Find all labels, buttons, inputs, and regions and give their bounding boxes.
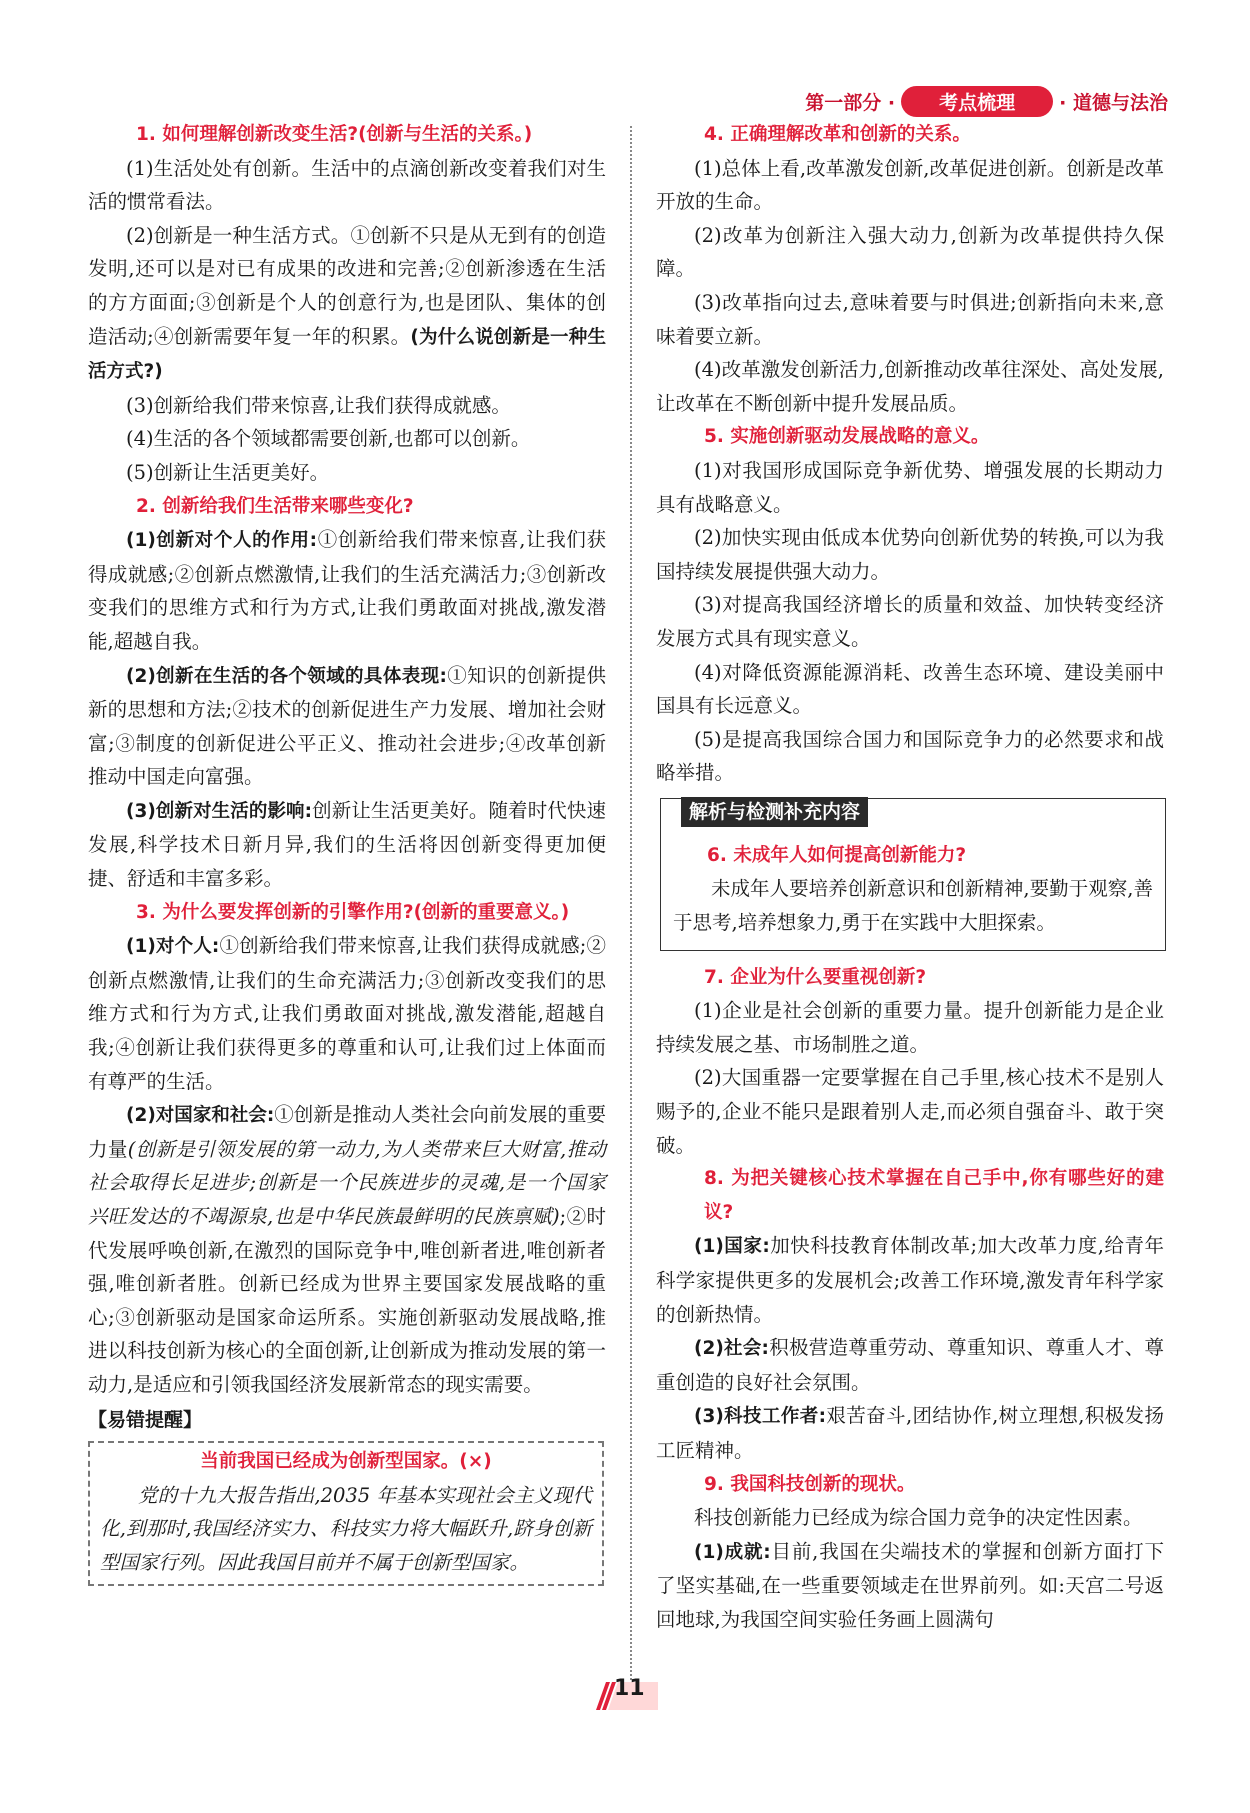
q1-point-2-note: (为什么说创新是一种生活方式?)	[88, 326, 606, 383]
question-4-heading: 4. 正确理解改革和创新的关系。	[704, 124, 971, 145]
q4-point-2: (2)改革为创新注入强大动力,创新为改革提供持久保障。	[656, 223, 1164, 281]
q3-point-1	[88, 929, 606, 1098]
q2-point-3	[88, 794, 606, 896]
q8-point-3	[656, 1399, 1164, 1467]
header-part: 第一部分 ·	[805, 91, 896, 114]
q3-point-2-text-c: ;②时代发展呼唤创新,在激烈的国际竞争中,唯创新者进,唯创新者强,唯创新者胜。创新已经成为世界主要国家发展战略的重心;③创新驱动是国家命运所系。实施创新驱动发展战略,推进以科技创新为核心的全面创新,让创新成为推动发展的第一动力,是适应和引领我国经济发展新常态的现实需要。	[88, 1205, 606, 1396]
q4-point-1: (1)总体上看,改革激发创新,改革促进创新。创新是改革开放的生命。	[656, 156, 1164, 214]
q9-point-1: 科技创新能力已经成为综合国力竞争的决定性因素。	[694, 1506, 1143, 1530]
running-header	[805, 84, 1168, 118]
q2-point-2-text: ①知识的创新提供新的思想和方法;②技术的创新促进生产力发展、增加社会财富;③制度的创新促进公平正义、推动社会进步;④改革创新推动中国走向富强。	[88, 663, 606, 789]
q9-point-2	[656, 1535, 1164, 1637]
q1-point-4: (4)生活的各个领域都需要创新,也都可以创新。	[126, 427, 531, 451]
question-2-heading: 2. 创新给我们生活带来哪些变化?	[136, 495, 414, 517]
question-1-heading: 1. 如何理解创新改变生活?(创新与生活的关系。)	[136, 124, 533, 145]
q8-point-1	[656, 1229, 1164, 1331]
q6-point-1: 未成年人要培养创新意识和创新精神,要勤于观察,善于思考,培养想象力,勇于在实践中大胆探索。	[673, 877, 1153, 935]
error-tip-statement: 当前我国已经成为创新型国家。(×)	[200, 1451, 492, 1473]
q3-point-1-text: ①创新给我们带来惊喜,让我们获得成就感;②创新点燃激情,让我们的生命充满活力;③创新改变我们的思维方式和行为方式,让我们勇敢面对挑战,激发潜能,超越自我;④创新让我们获得更多的尊重和认可,让我们过上体面而有尊严的生活。	[88, 934, 606, 1093]
page-number: 11	[614, 1676, 645, 1701]
q4-point-3: (3)改革指向过去,意味着要与时俱进;创新指向未来,意味着要立新。	[656, 290, 1164, 348]
error-tip-title: 【易错提醒】	[88, 1408, 203, 1431]
question-6-heading: 6. 未成年人如何提高创新能力?	[707, 844, 967, 866]
q5-point-1: (1)对我国形成国际竞争新优势、增强发展的长期动力具有战略意义。	[656, 458, 1164, 516]
question-3-heading: 3. 为什么要发挥创新的引擎作用?(创新的重要意义。)	[136, 901, 570, 923]
header-subject: · 道德与法治	[1059, 91, 1168, 114]
q3-point-2-label: (2)对国家和社会:	[126, 1105, 275, 1127]
q4-point-4: (4)改革激发创新活力,创新推动改革往深处、高处发展,让改革在不断创新中提升发展品质。	[656, 358, 1164, 415]
left-column	[88, 118, 606, 1586]
supplement-label: 解析与检测补充内容	[681, 797, 868, 827]
question-9-heading: 9. 我国科技创新的现状。	[704, 1473, 916, 1495]
q2-point-2-label: (2)创新在生活的各个领域的具体表现:	[126, 665, 447, 687]
q8-point-1-label: (1)国家:	[694, 1236, 770, 1258]
q8-point-2	[656, 1331, 1164, 1399]
question-7-heading: 7. 企业为什么要重视创新?	[704, 966, 927, 988]
page-number-badge	[594, 1676, 658, 1712]
q9-point-2-text: 目前,我国在尖端技术的掌握和创新方面打下了坚实基础,在一些重要领域走在世界前列。如:天宫二号返回地球,为我国空间实验任务画上圆满句	[656, 1539, 1165, 1631]
error-tip-box	[88, 1441, 604, 1585]
q3-point-1-label: (1)对个人:	[126, 936, 220, 958]
q2-point-3-label: (3)创新对生活的影响:	[126, 800, 313, 822]
q2-point-2	[88, 659, 606, 794]
q7-point-1: (1)企业是社会创新的重要力量。提升创新能力是企业持续发展之基、市场制胜之道。	[656, 999, 1164, 1056]
question-8-heading: 8. 为把关键核心技术掌握在自己手中,你有哪些好的建议?	[704, 1168, 1164, 1223]
q5-point-2: (2)加快实现由低成本优势向创新优势的转换,可以为我国持续发展提供强大动力。	[656, 526, 1164, 583]
q3-point-2	[88, 1098, 606, 1401]
q9-point-2-label: (1)成就:	[694, 1541, 771, 1563]
q1-point-2	[88, 219, 606, 389]
q2-point-1	[88, 523, 606, 658]
question-5-heading: 5. 实施创新驱动发展战略的意义。	[704, 426, 990, 448]
q8-point-1-text: 加快科技教育体制改革;加大改革力度,给青年科学家提供更多的发展机会;改善工作环境,激发青年科学家的创新热情。	[656, 1234, 1164, 1326]
q2-point-1-label: (1)创新对个人的作用:	[126, 530, 318, 552]
header-section-pill: 考点梳理	[901, 86, 1053, 117]
q2-point-1-text: ①创新给我们带来惊喜,让我们获得成就感;②创新点燃激情,让我们的生活充满活力;③创新改变我们的思维方式和行为方式,让我们勇敢面对挑战,激发潜能,超越自我。	[88, 528, 607, 653]
q2-point-3-text: 创新让生活更美好。随着时代快速发展,科学技术日新月异,我们的生活将因创新变得更加便捷、舒适和丰富多彩。	[88, 798, 606, 891]
q1-point-5: (5)创新让生活更美好。	[126, 460, 330, 484]
q8-point-3-label: (3)科技工作者:	[694, 1406, 827, 1428]
q1-point-1: (1)生活处处有创新。生活中的点滴创新改变着我们对生活的惯常看法。	[88, 156, 606, 214]
q3-point-2-aside: (创新是引领发展的第一动力,为人类带来巨大财富,推动社会取得长足进步;创新是一个民族进步的灵魂,是一个国家兴旺发达的不竭源泉,也是中华民族最鲜明的民族禀赋)	[88, 1137, 606, 1228]
right-column	[656, 118, 1164, 1637]
column-divider	[630, 126, 632, 1696]
q1-point-2-text: (2)创新是一种生活方式。①创新不只是从无到有的创造发明,还可以是对已有成果的改进和完善;②创新渗透在生活的方方面面;③创新是个人的创意行为,也是团队、集体的创造活动;④创新需要年复一年的积累。	[88, 223, 606, 348]
error-tip-explanation: 党的十九大报告指出,2035 年基本实现社会主义现代化,到那时,我国经济实力、科技实力将大幅跃升,跻身创新型国家行列。因此我国目前并不属于创新型国家。	[100, 1483, 592, 1574]
q8-point-3-text: 艰苦奋斗,团结协作,树立理想,积极发扬工匠精神。	[656, 1404, 1164, 1462]
q3-point-2-text-a: ①创新是推动人类社会向前发展的重要力量	[88, 1103, 606, 1161]
q7-point-2: (2)大国重器一定要掌握在自己手里,核心技术不是别人赐予的,企业不能只是跟着别人走,而必须自强奋斗、敢于突破。	[656, 1066, 1164, 1157]
q1-point-3: (3)创新给我们带来惊喜,让我们获得成就感。	[126, 393, 511, 417]
q5-point-3: (3)对提高我国经济增长的质量和效益、加快转变经济发展方式具有现实意义。	[656, 593, 1164, 650]
q5-point-4: (4)对降低资源能源消耗、改善生态环境、建设美丽中国具有长远意义。	[656, 660, 1164, 718]
q8-point-2-label: (2)社会:	[694, 1338, 769, 1360]
q5-point-5: (5)是提高我国综合国力和国际竞争力的必然要求和战略举措。	[656, 727, 1164, 785]
supplement-box	[660, 798, 1166, 951]
q8-point-2-text: 积极营造尊重劳动、尊重知识、尊重人才、尊重创造的良好社会氛围。	[656, 1336, 1164, 1394]
